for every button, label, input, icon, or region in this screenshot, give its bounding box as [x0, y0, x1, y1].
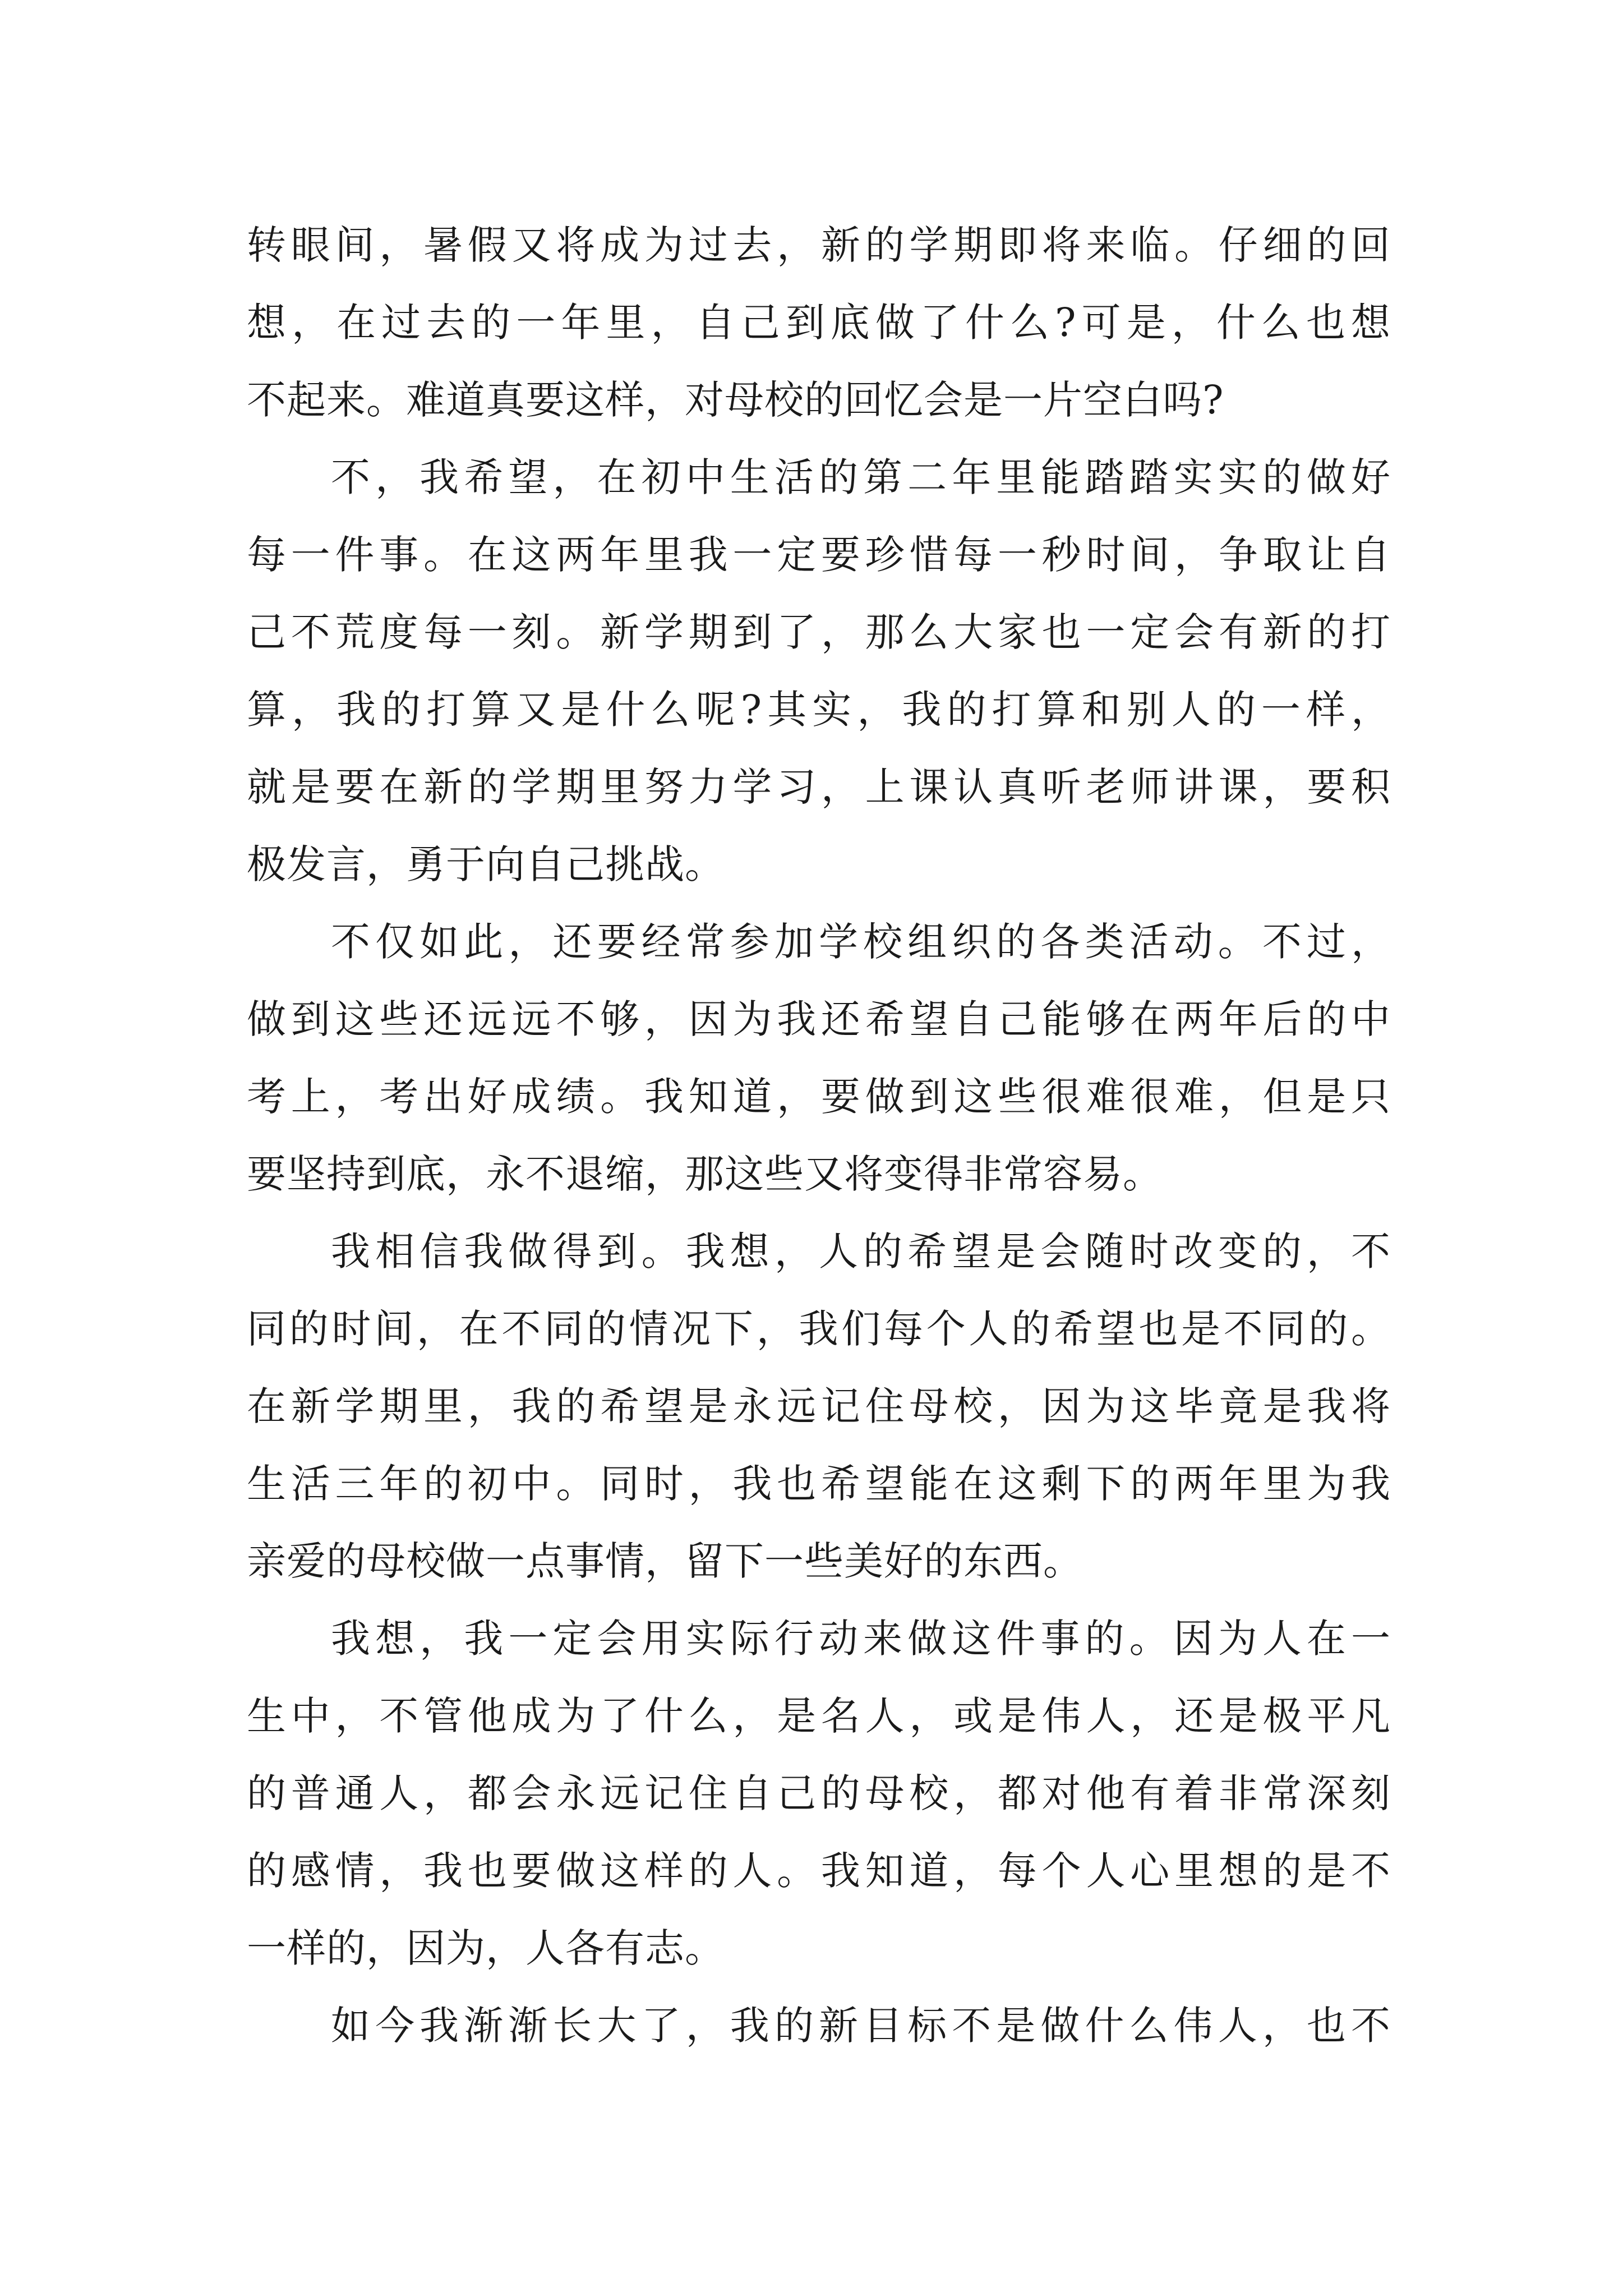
text-line: 不仅如此，还要经常参加学校组织的各类活动。不过，	[331, 919, 1391, 965]
text-line: 己不荒度每一刻。新学期到了，那么大家也一定会有新的打	[247, 609, 1391, 655]
text-line: 转眼间，暑假又将成为过去，新的学期即将来临。仔细的回	[247, 222, 1391, 268]
essay-body	[247, 206, 1391, 2064]
text-line: 每一件事。在这两年里我一定要珍惜每一秒时间，争取让自	[247, 532, 1391, 578]
text-line: 做到这些还远远不够，因为我还希望自己能够在两年后的中	[247, 996, 1391, 1042]
text-line: 想，在过去的一年里，自己到底做了什么?可是，什么也想	[247, 300, 1391, 346]
text-line: 不，我希望，在初中生活的第二年里能踏踏实实的做好	[331, 454, 1391, 500]
text-line: 我想，我一定会用实际行动来做这件事的。因为人在一	[331, 1616, 1391, 1662]
text-line: 的感情，我也要做这样的人。我知道，每个人心里想的是不	[247, 1848, 1391, 1894]
text-line: 考上，考出好成绩。我知道，要做到这些很难很难，但是只	[247, 1074, 1391, 1120]
text-line: 的普通人，都会永远记住自己的母校，都对他有着非常深刻	[247, 1770, 1391, 1816]
text-line: 要坚持到底，永不退缩，那这些又将变得非常容易。	[247, 1151, 1163, 1197]
text-line: 一样的，因为，人各有志。	[247, 1925, 725, 1971]
text-line: 不起来。难道真要这样，对母校的回忆会是一片空白吗?	[247, 377, 1224, 423]
text-line: 同的时间，在不同的情况下，我们每个人的希望也是不同的。	[247, 1306, 1391, 1352]
text-line: 就是要在新的学期里努力学习，上课认真听老师讲课，要积	[247, 764, 1391, 810]
text-line: 生中，不管他成为了什么，是名人，或是伟人，还是极平凡	[247, 1693, 1391, 1739]
text-line: 我相信我做得到。我想，人的希望是会随时改变的，不	[331, 1228, 1391, 1274]
text-line: 极发言，勇于向自己挑战。	[247, 841, 725, 887]
text-line: 算，我的打算又是什么呢?其实，我的打算和别人的一样，	[247, 687, 1391, 733]
text-line: 如今我渐渐长大了，我的新目标不是做什么伟人，也不	[331, 2003, 1391, 2049]
text-line: 生活三年的初中。同时，我也希望能在这剩下的两年里为我	[247, 1461, 1391, 1507]
text-line: 在新学期里，我的希望是永远记住母校，因为这毕竟是我将	[247, 1383, 1391, 1429]
text-line: 亲爱的母校做一点事情，留下一些美好的东西。	[247, 1538, 1083, 1584]
